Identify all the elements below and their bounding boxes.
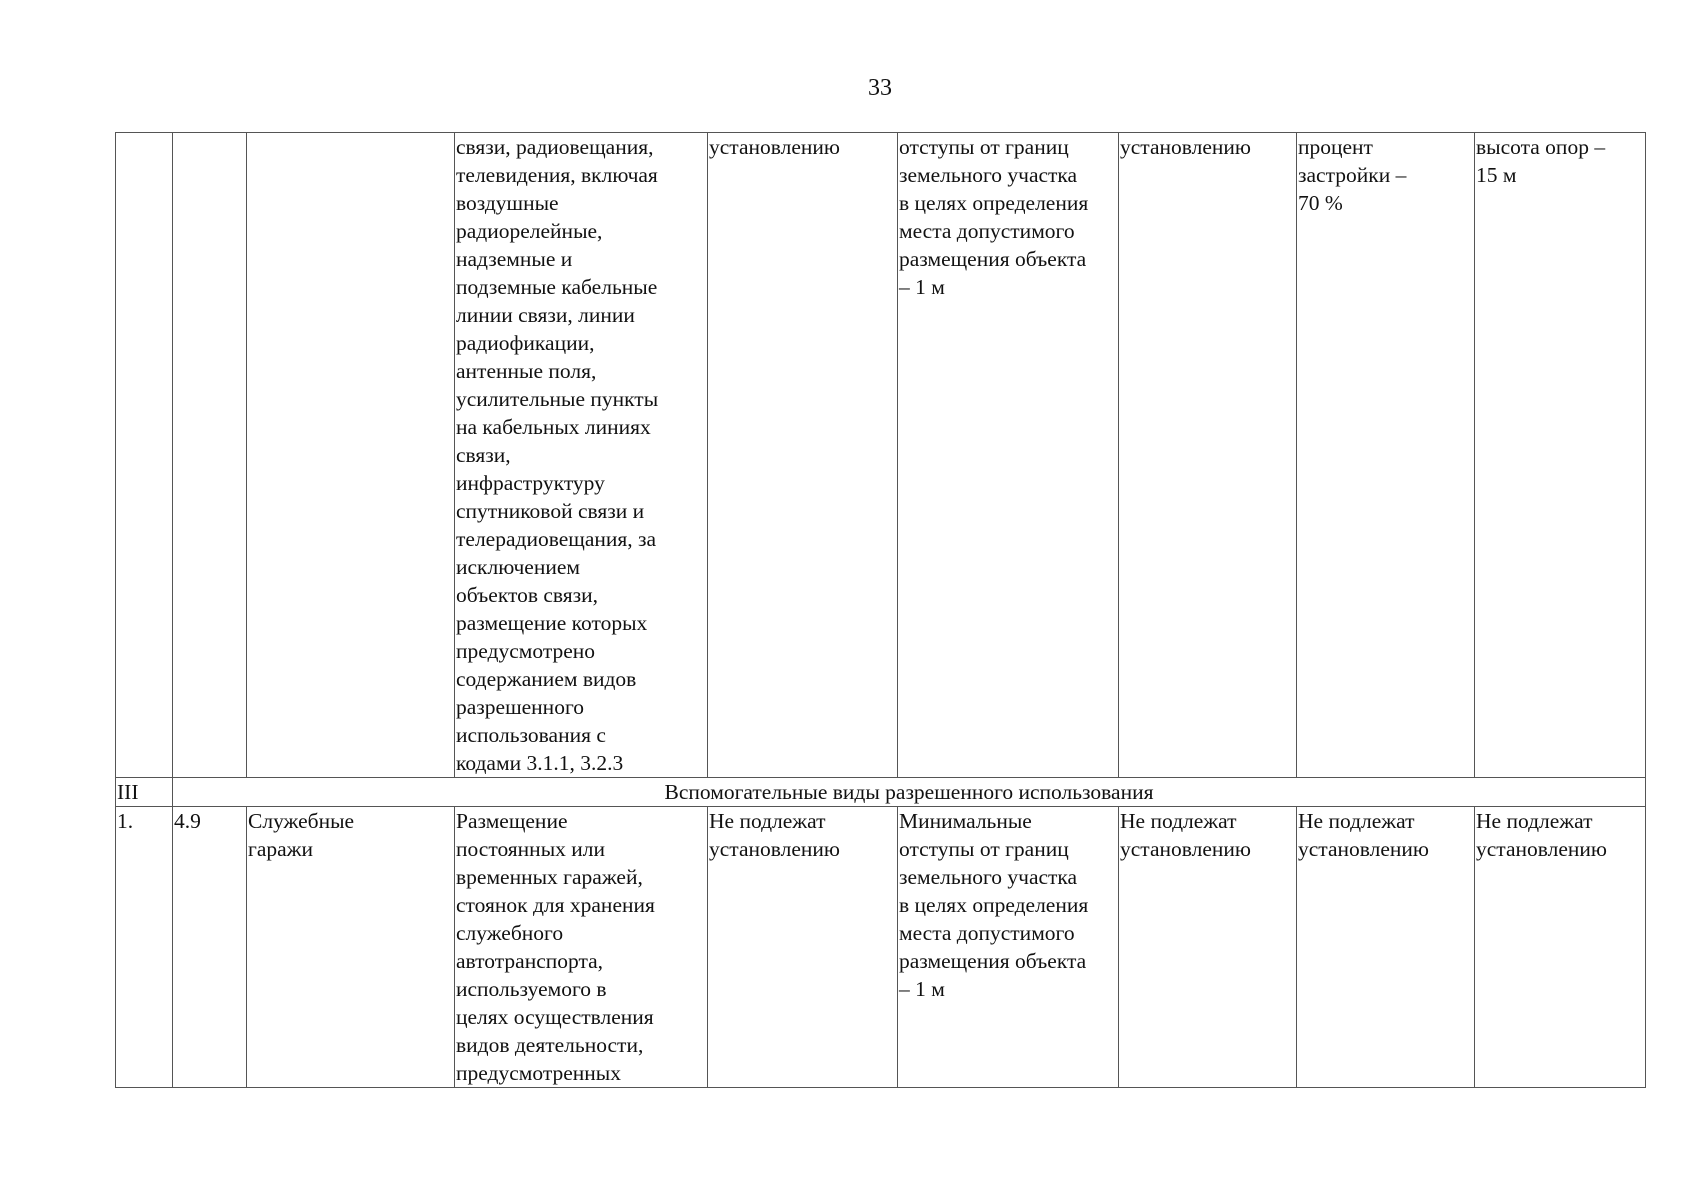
- cell-num: [116, 133, 173, 778]
- cell-other: Не подлежат установлению: [1475, 807, 1646, 1088]
- cell-code: 4.9: [173, 807, 247, 1088]
- cell-coverage: процент застройки – 70 %: [1297, 133, 1475, 778]
- cell-min-size: Не подлежат установлению: [708, 807, 898, 1088]
- cell-setbacks: Минимальные отступы от границ земельного участка в целях определения места допустимого размещения объекта – 1 м: [898, 807, 1119, 1088]
- cell-num: 1.: [116, 807, 173, 1088]
- table-row-continued: [116, 133, 1646, 778]
- cell-name: Служебные гаражи: [247, 807, 455, 1088]
- cell-description: связи, радиовещания, телевидения, включая воздушные радиорелейные, надземные и подземные кабельные линии связи, линии радиофикации, антенные поля, усилительные пункты на кабельных линиях связи, инфраструктуру спутниковой связи и телерадиовещания, за исключением объектов связи, размещение которых предусмотрено содержанием видов разрешенного использования с кодами 3.1.1, 3.2.3: [455, 133, 708, 778]
- cell-setbacks: отступы от границ земельного участка в целях определения места допустимого размещения объекта – 1 м: [898, 133, 1119, 778]
- section-number: III: [116, 778, 173, 807]
- cell-min-size: установлению: [708, 133, 898, 778]
- cell-floors: Не подлежат установлению: [1119, 807, 1297, 1088]
- cell-code: [173, 133, 247, 778]
- section-row: [116, 778, 1646, 807]
- cell-floors: установлению: [1119, 133, 1297, 778]
- cell-other: высота опор – 15 м: [1475, 133, 1646, 778]
- table-row: [116, 807, 1646, 1088]
- land-use-table: [115, 132, 1646, 1088]
- section-title: Вспомогательные виды разрешенного использования: [173, 778, 1646, 807]
- cell-coverage: Не подлежат установлению: [1297, 807, 1475, 1088]
- cell-name: [247, 133, 455, 778]
- cell-description: Размещение постоянных или временных гаражей, стоянок для хранения служебного автотранспорта, используемого в целях осуществления видов деятельности, предусмотренных: [455, 807, 708, 1088]
- page-number: 33: [868, 75, 892, 101]
